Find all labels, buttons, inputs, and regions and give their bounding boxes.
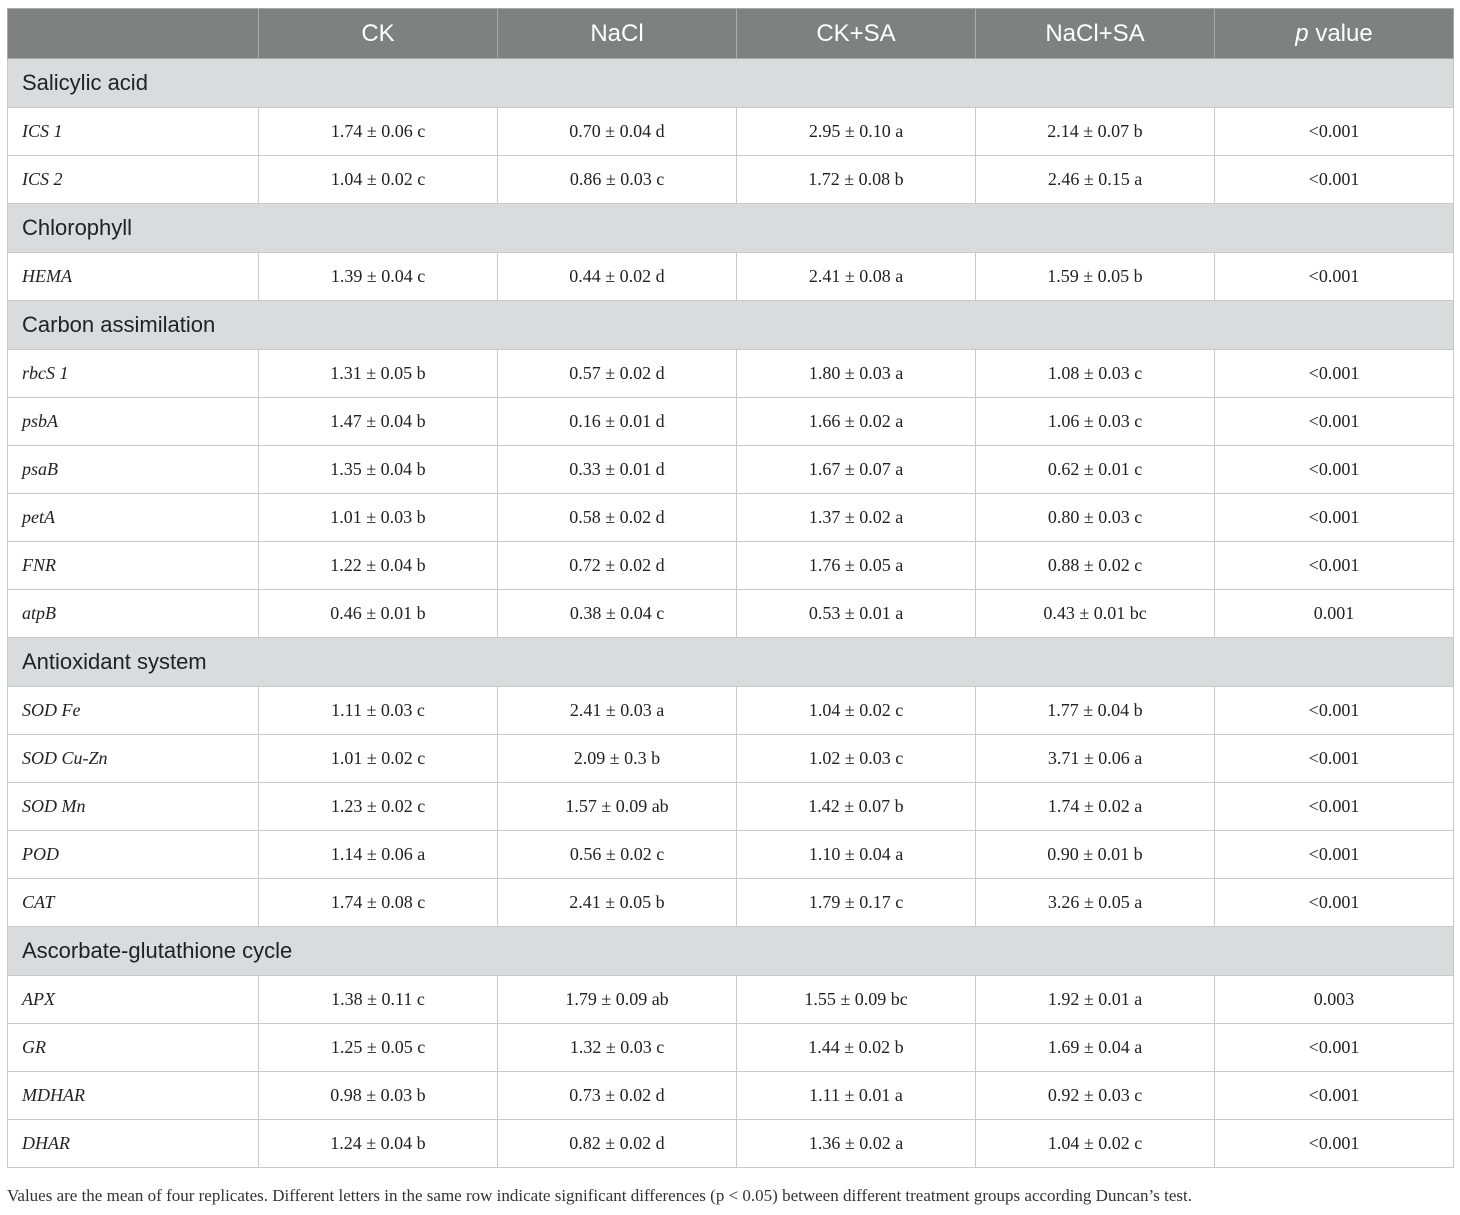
gene-name-cell: rbcS 1 [8,350,259,398]
nacl-value-cell: 0.72 ± 0.02 d [498,542,737,590]
ck-value-cell: 0.98 ± 0.03 b [259,1072,498,1120]
nacl-value-cell: 0.86 ± 0.03 c [498,156,737,204]
nacl-value-cell: 1.32 ± 0.03 c [498,1024,737,1072]
nacl-sa-value-cell: 0.62 ± 0.01 c [976,446,1215,494]
header-ck-sa: CK+SA [737,9,976,59]
section-row [8,301,1454,350]
nacl-value-cell: 0.70 ± 0.04 d [498,108,737,156]
header-nacl: NaCl [498,9,737,59]
p-value-cell: <0.001 [1215,831,1454,879]
nacl-sa-value-cell: 0.92 ± 0.03 c [976,1072,1215,1120]
ck-value-cell: 1.01 ± 0.02 c [259,735,498,783]
nacl-sa-value-cell: 1.69 ± 0.04 a [976,1024,1215,1072]
p-value-cell: <0.001 [1215,398,1454,446]
table-row [8,253,1454,301]
gene-name-cell: SOD Fe [8,687,259,735]
nacl-value-cell: 0.16 ± 0.01 d [498,398,737,446]
ck-value-cell: 1.39 ± 0.04 c [259,253,498,301]
table-row [8,156,1454,204]
nacl-value-cell: 2.09 ± 0.3 b [498,735,737,783]
ck-value-cell: 1.38 ± 0.11 c [259,976,498,1024]
table-row [8,1072,1454,1120]
ck-value-cell: 1.22 ± 0.04 b [259,542,498,590]
gene-name-cell: CAT [8,879,259,927]
nacl-sa-value-cell: 1.92 ± 0.01 a [976,976,1215,1024]
nacl-value-cell: 0.44 ± 0.02 d [498,253,737,301]
p-value-cell: <0.001 [1215,735,1454,783]
p-value-cell: <0.001 [1215,350,1454,398]
table-footnote: Values are the mean of four replicates. Different letters in the same row indicate significant differences (p < 0.05) between different treatment groups according Duncan’s test. [7,1186,1192,1205]
ck-sa-value-cell: 1.72 ± 0.08 b [737,156,976,204]
ck-value-cell: 1.01 ± 0.03 b [259,494,498,542]
table-row [8,494,1454,542]
gene-name-cell: SOD Mn [8,783,259,831]
nacl-value-cell: 0.56 ± 0.02 c [498,831,737,879]
table-row [8,108,1454,156]
ck-sa-value-cell: 1.42 ± 0.07 b [737,783,976,831]
p-value-cell: <0.001 [1215,687,1454,735]
nacl-sa-value-cell: 1.08 ± 0.03 c [976,350,1215,398]
p-value-cell: <0.001 [1215,108,1454,156]
p-value-cell: <0.001 [1215,494,1454,542]
table-row [8,1120,1454,1168]
table-body [8,59,1454,1168]
p-value-cell: <0.001 [1215,879,1454,927]
table-row [8,735,1454,783]
p-value-cell: <0.001 [1215,253,1454,301]
table-row [8,976,1454,1024]
section-title: Chlorophyll [8,204,1454,253]
p-value-cell: <0.001 [1215,783,1454,831]
nacl-sa-value-cell: 1.59 ± 0.05 b [976,253,1215,301]
ck-sa-value-cell: 1.02 ± 0.03 c [737,735,976,783]
ck-sa-value-cell: 1.67 ± 0.07 a [737,446,976,494]
ck-value-cell: 1.11 ± 0.03 c [259,687,498,735]
ck-value-cell: 1.74 ± 0.08 c [259,879,498,927]
nacl-sa-value-cell: 1.06 ± 0.03 c [976,398,1215,446]
nacl-sa-value-cell: 3.26 ± 0.05 a [976,879,1215,927]
gene-name-cell: FNR [8,542,259,590]
nacl-value-cell: 2.41 ± 0.05 b [498,879,737,927]
gene-name-cell: atpB [8,590,259,638]
ck-value-cell: 1.35 ± 0.04 b [259,446,498,494]
ck-sa-value-cell: 1.80 ± 0.03 a [737,350,976,398]
nacl-value-cell: 1.79 ± 0.09 ab [498,976,737,1024]
header-p-italic: p [1295,19,1309,47]
nacl-sa-value-cell: 2.14 ± 0.07 b [976,108,1215,156]
nacl-sa-value-cell: 3.71 ± 0.06 a [976,735,1215,783]
gene-name-cell: GR [8,1024,259,1072]
nacl-value-cell: 0.58 ± 0.02 d [498,494,737,542]
nacl-value-cell: 2.41 ± 0.03 a [498,687,737,735]
nacl-value-cell: 0.82 ± 0.02 d [498,1120,737,1168]
nacl-sa-value-cell: 0.80 ± 0.03 c [976,494,1215,542]
nacl-sa-value-cell: 2.46 ± 0.15 a [976,156,1215,204]
header-p-rest: value [1308,19,1373,47]
table-row [8,542,1454,590]
header-p-value [1215,9,1454,59]
gene-name-cell: ICS 1 [8,108,259,156]
section-row [8,927,1454,976]
p-value-cell: 0.001 [1215,590,1454,638]
ck-value-cell: 1.25 ± 0.05 c [259,1024,498,1072]
gene-name-cell: APX [8,976,259,1024]
nacl-sa-value-cell: 0.88 ± 0.02 c [976,542,1215,590]
p-value-cell: <0.001 [1215,1120,1454,1168]
ck-value-cell: 1.04 ± 0.02 c [259,156,498,204]
ck-sa-value-cell: 2.41 ± 0.08 a [737,253,976,301]
nacl-value-cell: 0.33 ± 0.01 d [498,446,737,494]
nacl-value-cell: 0.57 ± 0.02 d [498,350,737,398]
ck-value-cell: 1.14 ± 0.06 a [259,831,498,879]
ck-value-cell: 1.24 ± 0.04 b [259,1120,498,1168]
nacl-sa-value-cell: 1.74 ± 0.02 a [976,783,1215,831]
ck-sa-value-cell: 1.11 ± 0.01 a [737,1072,976,1120]
gene-name-cell: SOD Cu-Zn [8,735,259,783]
table-row [8,879,1454,927]
gene-name-cell: petA [8,494,259,542]
p-value-cell: <0.001 [1215,542,1454,590]
table-row [8,398,1454,446]
p-value-cell: <0.001 [1215,156,1454,204]
ck-sa-value-cell: 1.55 ± 0.09 bc [737,976,976,1024]
ck-sa-value-cell: 0.53 ± 0.01 a [737,590,976,638]
ck-value-cell: 1.47 ± 0.04 b [259,398,498,446]
section-title: Antioxidant system [8,638,1454,687]
ck-value-cell: 1.74 ± 0.06 c [259,108,498,156]
table-row [8,831,1454,879]
section-row [8,59,1454,108]
header-gene [8,9,259,59]
ck-sa-value-cell: 1.37 ± 0.02 a [737,494,976,542]
nacl-sa-value-cell: 0.90 ± 0.01 b [976,831,1215,879]
gene-name-cell: psbA [8,398,259,446]
header-ck: CK [259,9,498,59]
section-row [8,204,1454,253]
p-value-cell: 0.003 [1215,976,1454,1024]
gene-name-cell: MDHAR [8,1072,259,1120]
section-row [8,638,1454,687]
table-row [8,783,1454,831]
gene-name-cell: HEMA [8,253,259,301]
p-value-cell: <0.001 [1215,1024,1454,1072]
table-row [8,590,1454,638]
nacl-value-cell: 0.73 ± 0.02 d [498,1072,737,1120]
gene-name-cell: ICS 2 [8,156,259,204]
p-value-cell: <0.001 [1215,1072,1454,1120]
table-row [8,350,1454,398]
ck-sa-value-cell: 1.79 ± 0.17 c [737,879,976,927]
ck-sa-value-cell: 1.44 ± 0.02 b [737,1024,976,1072]
ck-sa-value-cell: 2.95 ± 0.10 a [737,108,976,156]
nacl-sa-value-cell: 1.77 ± 0.04 b [976,687,1215,735]
p-value-cell: <0.001 [1215,446,1454,494]
nacl-value-cell: 0.38 ± 0.04 c [498,590,737,638]
section-title: Carbon assimilation [8,301,1454,350]
nacl-sa-value-cell: 1.04 ± 0.02 c [976,1120,1215,1168]
ck-sa-value-cell: 1.66 ± 0.02 a [737,398,976,446]
ck-value-cell: 1.23 ± 0.02 c [259,783,498,831]
table-container [7,8,1453,1168]
header-nacl-sa: NaCl+SA [976,9,1215,59]
nacl-sa-value-cell: 0.43 ± 0.01 bc [976,590,1215,638]
table-row [8,1024,1454,1072]
gene-name-cell: POD [8,831,259,879]
ck-sa-value-cell: 1.10 ± 0.04 a [737,831,976,879]
ck-sa-value-cell: 1.04 ± 0.02 c [737,687,976,735]
gene-name-cell: DHAR [8,1120,259,1168]
ck-sa-value-cell: 1.36 ± 0.02 a [737,1120,976,1168]
ck-value-cell: 0.46 ± 0.01 b [259,590,498,638]
ck-sa-value-cell: 1.76 ± 0.05 a [737,542,976,590]
section-title: Ascorbate-glutathione cycle [8,927,1454,976]
gene-expression-table [7,8,1454,1168]
ck-value-cell: 1.31 ± 0.05 b [259,350,498,398]
nacl-value-cell: 1.57 ± 0.09 ab [498,783,737,831]
gene-name-cell: psaB [8,446,259,494]
table-row [8,687,1454,735]
header-row [8,9,1454,59]
table-row [8,446,1454,494]
section-title: Salicylic acid [8,59,1454,108]
